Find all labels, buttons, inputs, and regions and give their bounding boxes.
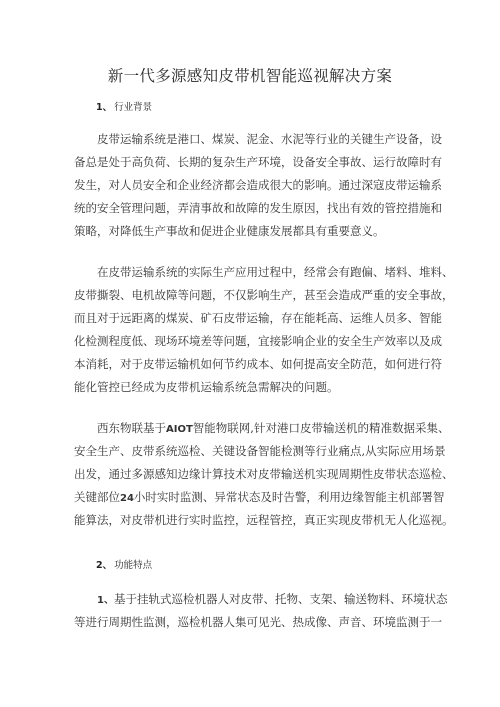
paragraph-line: 备总是处于高负荷、长期的复杂生产环境，设备安全事故、运行故障时有	[74, 155, 442, 169]
paragraph-line: 统的安全管理问题，弄清事故和故障的发生原因，找出有效的管控措施和	[74, 201, 442, 215]
section-heading-text: 行业背景	[114, 102, 153, 113]
section-heading-industry-background	[96, 101, 152, 115]
paragraph-operational-issues	[74, 261, 454, 399]
paragraph-line: 皮带撕裂、电机故障等问题，不仅影响生产，甚至会造成严重的安全事故，	[74, 288, 454, 302]
paragraph-line: 策略，对降低生产事故和促进企业健康发展都具有重要意义。	[74, 224, 385, 238]
section-number: 1、	[96, 102, 113, 113]
paragraph-aiot-solution	[74, 417, 454, 532]
section-heading-features	[96, 559, 152, 573]
hours-number: 24	[120, 493, 134, 504]
paragraph-line: 皮带运输系统是港口、煤炭、泥金、水泥等行业的关键生产设备，设	[97, 132, 442, 146]
paragraph-line: 等进行周期性监测，巡检机器人集可见光、热成像、声音、环境监测于一	[74, 615, 442, 629]
paragraph-line: 能算法，对皮带机进行实时监控，远程管控，真正实现皮带机无人化巡视。	[74, 513, 454, 527]
paragraph-line: 关键部位24小时实时监测、异常状态及时告警，利用边缘智能主机部署智	[74, 490, 445, 504]
paragraph-line: 本消耗，对于皮带运输机如何节约成本、如何提高安全防范，如何进行符	[74, 357, 442, 371]
document-title: 新一代多源感知皮带机智能巡视解决方案	[107, 67, 393, 85]
paragraph-line: 而且对于远距离的煤炭、矿石皮带运输，存在能耗高、运维人员多、智能	[74, 311, 442, 325]
paragraph-line: 1、基于挂轨式巡检机器人对皮带、托物、支架、输送物料、环境状态	[97, 592, 448, 606]
paragraph-line: 西东物联基于AIOT智能物联网,针对港口皮带输送机的精准数据采集、	[97, 421, 450, 435]
paragraph-line: 在皮带运输系统的实际生产应用过程中，经常会有跑偏、堵料、堆料、	[97, 265, 454, 279]
paragraph-line: 安全生产、皮带系统巡检、关键设备智能检测等行业痛点,从实际应用场景	[74, 444, 446, 458]
aiot-term: AIOT	[166, 424, 193, 435]
paragraph-inspection-robot	[74, 588, 448, 634]
paragraph-line: 化检测程度低、现场环境差等问题，宜接影响企业的安全生产效率以及成	[74, 334, 442, 348]
section-number: 2、	[96, 560, 113, 571]
paragraph-line: 出发，通过多源感知边缘计算技术对皮带输送机实现周期性皮带状态巡检、	[74, 467, 454, 481]
paragraph-belt-system-overview	[74, 128, 442, 243]
paragraph-line: 能化管控已经成为皮带机运输系统急需解决的问题。	[74, 380, 339, 394]
paragraph-line: 发生，对人员安全和企业经济都会造成很大的影响。通过深寇皮带运输系	[74, 178, 442, 192]
section-heading-text: 功能特点	[114, 560, 153, 571]
